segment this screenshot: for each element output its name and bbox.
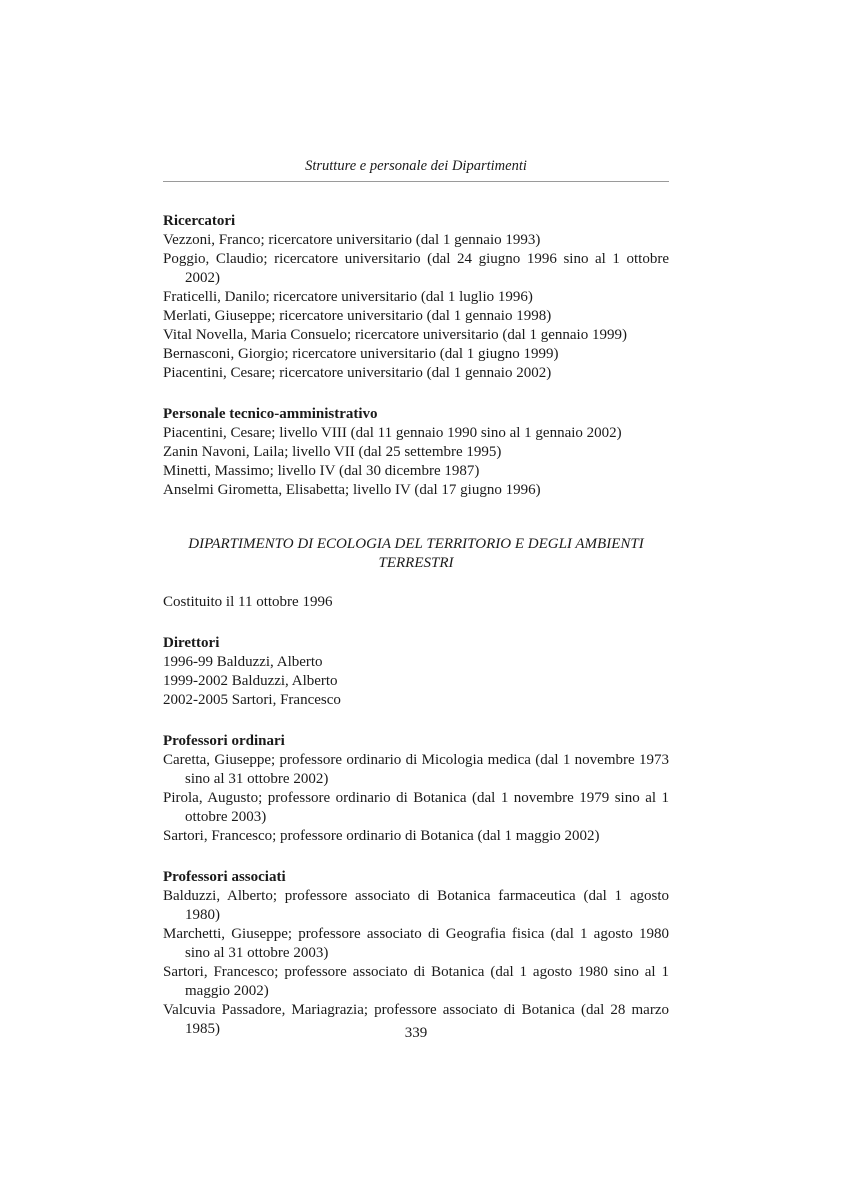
spacer: [163, 500, 669, 535]
spacer: [163, 846, 669, 868]
list-item: Balduzzi, Alberto; professore associato di Botanica farmaceutica (dal 1 agosto 1980): [163, 888, 669, 923]
list-item: Pirola, Augusto; professore ordinario di Botanica (dal 1 novembre 1979 sino al 1 ottobre 2003): [163, 790, 669, 825]
list-item: Bernasconi, Giorgio; ricercatore universitario (dal 1 giugno 1999): [163, 346, 559, 362]
direttori-section: [163, 634, 669, 710]
personale-section: [163, 405, 669, 500]
list-item: Vezzoni, Franco; ricercatore universitario (dal 1 gennaio 1993): [163, 232, 541, 248]
associati-section: [163, 868, 669, 1039]
list-item: Anselmi Girometta, Elisabetta; livello IV (dal 17 giugno 1996): [163, 482, 541, 498]
section-heading-ricercatori: Ricercatori: [163, 213, 236, 229]
section-heading-personale: Personale tecnico-amministrativo: [163, 406, 378, 422]
page-content: [163, 212, 669, 1039]
list-item: 1996-99 Balduzzi, Alberto: [163, 654, 323, 670]
ordinari-section: [163, 732, 669, 846]
section-heading-associati: Professori associati: [163, 869, 286, 885]
list-item: Piacentini, Cesare; ricercatore universitario (dal 1 gennaio 2002): [163, 365, 552, 381]
spacer: [163, 710, 669, 732]
list-item: Marchetti, Giuseppe; professore associato di Geografia fisica (dal 1 agosto 1980 sino al 31 ottobre 2003): [163, 926, 669, 961]
list-item: 2002-2005 Sartori, Francesco: [163, 692, 341, 708]
spacer: [163, 612, 669, 634]
list-item: Valcuvia Passadore, Mariagrazia; professore associato di Botanica (dal 28 marzo 1985): [163, 1002, 669, 1037]
spacer: [163, 573, 669, 593]
department-title: DIPARTIMENTO DI ECOLOGIA DEL TERRITORIO E DEGLI AMBIENTI TERRESTRI: [188, 536, 644, 571]
running-header: Strutture e personale dei Dipartimenti: [305, 158, 527, 174]
page-number: 339: [404, 1025, 428, 1041]
list-item: Zanin Navoni, Laila; livello VII (dal 25 settembre 1995): [163, 444, 502, 460]
department-founded: Costituito il 11 ottobre 1996: [163, 594, 333, 610]
list-item: Vital Novella, Maria Consuelo; ricercatore universitario (dal 1 gennaio 1999): [163, 327, 627, 343]
section-heading-direttori: Direttori: [163, 635, 220, 651]
list-item: Fraticelli, Danilo; ricercatore universitario (dal 1 luglio 1996): [163, 289, 533, 305]
list-item: Poggio, Claudio; ricercatore universitario (dal 24 giugno 1996 sino al 1 ottobre 2002): [163, 251, 669, 286]
list-item: Merlati, Giuseppe; ricercatore universitario (dal 1 gennaio 1998): [163, 308, 552, 324]
header-rule: [163, 181, 669, 182]
ricercatori-section: [163, 212, 669, 383]
list-item: 1999-2002 Balduzzi, Alberto: [163, 673, 338, 689]
spacer: [163, 383, 669, 405]
list-item: Sartori, Francesco; professore associato di Botanica (dal 1 agosto 1980 sino al 1 maggio 2002): [163, 964, 669, 999]
list-item: Sartori, Francesco; professore ordinario di Botanica (dal 1 maggio 2002): [163, 828, 600, 844]
list-item: Piacentini, Cesare; livello VIII (dal 11 gennaio 1990 sino al 1 gennaio 2002): [163, 425, 622, 441]
list-item: Minetti, Massimo; livello IV (dal 30 dicembre 1987): [163, 463, 480, 479]
list-item: Caretta, Giuseppe; professore ordinario di Micologia medica (dal 1 novembre 1973 sino al 31 ottobre 2002): [163, 752, 669, 787]
section-heading-ordinari: Professori ordinari: [163, 733, 285, 749]
